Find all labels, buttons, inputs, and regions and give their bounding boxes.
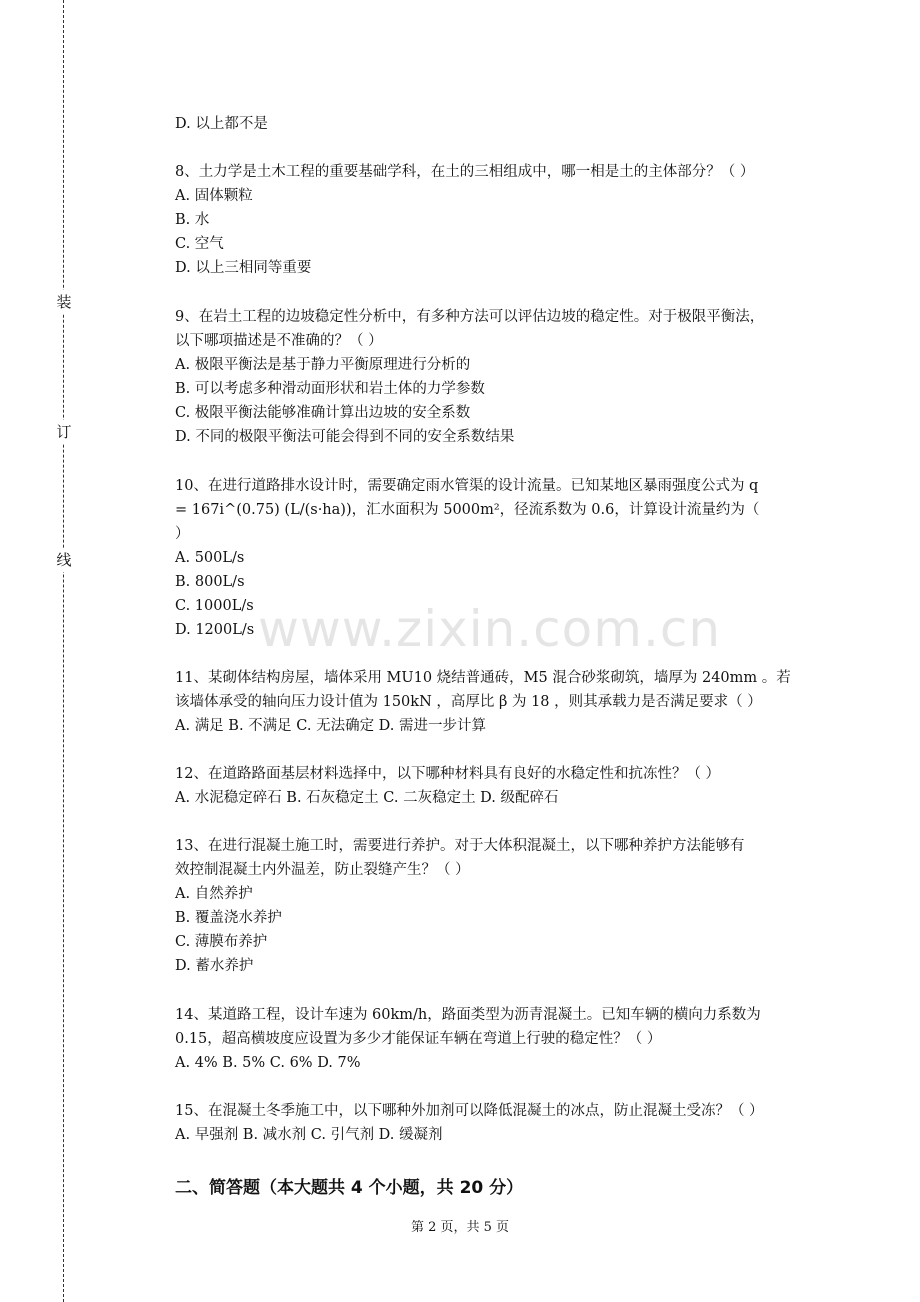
q11-stem-line1: 11、某砌体结构房屋，墙体采用 MU10 烧结普通砖，M5 混合砂浆砌筑，墙厚为 240mm 。若 — [175, 670, 791, 686]
q8-option-c: C. 空气 — [175, 236, 224, 252]
q9-option-b: B. 可以考虑多种滑动面形状和岩土体的力学参数 — [175, 381, 485, 397]
binding-char-xian: 线 — [52, 548, 76, 572]
q7-option-d: D. 以上都不是 — [175, 116, 268, 132]
binding-char-ding: 订 — [52, 420, 76, 444]
q13-option-d: D. 蓄水养护 — [175, 958, 254, 974]
q13-stem-line2: 效控制混凝土内外温差，防止裂缝产生？（ ） — [175, 862, 470, 878]
q15-options: A. 早强剂 B. 减水剂 C. 引气剂 D. 缓凝剂 — [175, 1127, 443, 1143]
q11-options: A. 满足 B. 不满足 C. 无法确定 D. 需进一步计算 — [175, 718, 487, 734]
q8-option-b: B. 水 — [175, 212, 210, 228]
q13-stem-line1: 13、在进行混凝土施工时，需要进行养护。对于大体积混凝土，以下哪种养护方法能够有 — [175, 838, 745, 854]
q14-options: A. 4% B. 5% C. 6% D. 7% — [175, 1055, 361, 1071]
binding-char-zhuang: 装 — [52, 290, 76, 314]
q13-option-a: A. 自然养护 — [175, 886, 253, 902]
q9-option-a: A. 极限平衡法是基于静力平衡原理进行分析的 — [175, 357, 471, 373]
q10-option-c: C. 1000L/s — [175, 598, 254, 614]
q12-stem: 12、在道路路面基层材料选择中，以下哪种材料具有良好的水稳定性和抗冻性？（ ） — [175, 766, 721, 782]
q13-option-c: C. 薄膜布养护 — [175, 934, 268, 950]
q9-stem-line2: 以下哪项描述是不准确的？（ ） — [175, 333, 383, 349]
q10-stem-line3: ） — [175, 526, 190, 542]
watermark: www.zixin.com.cn — [258, 600, 722, 658]
q8-option-a: A. 固体颗粒 — [175, 188, 253, 204]
q10-stem-line1: 10、在进行道路排水设计时，需要确定雨水管渠的设计流量。已知某地区暴雨强度公式为 q — [175, 478, 759, 494]
q10-stem-line2: = 167i^(0.75) (L/(s·ha))，汇水面积为 5000m²，径流系数为 0.6，计算设计流量约为（ — [175, 502, 760, 518]
q10-option-b: B. 800L/s — [175, 574, 245, 590]
q13-option-b: B. 覆盖浇水养护 — [175, 910, 282, 926]
q9-stem-line1: 9、在岩土工程的边坡稳定性分析中，有多种方法可以评估边坡的稳定性。对于极限平衡法， — [175, 309, 765, 325]
q9-option-d: D. 不同的极限平衡法可能会得到不同的安全系数结果 — [175, 429, 515, 445]
q14-stem-line1: 14、某道路工程，设计车速为 60km/h，路面类型为沥青混凝土。已知车辆的横向力系数为 — [175, 1007, 761, 1023]
q10-option-a: A. 500L/s — [175, 550, 245, 566]
section-heading: 二、简答题（本大题共 4 个小题，共 20 分） — [175, 1178, 524, 1198]
q8-stem: 8、土力学是土木工程的重要基础学科，在土的三相组成中，哪一相是土的主体部分？（ ） — [175, 164, 755, 180]
q9-option-c: C. 极限平衡法能够准确计算出边坡的安全系数 — [175, 405, 471, 421]
q12-options: A. 水泥稳定碎石 B. 石灰稳定土 C. 二灰稳定土 D. 级配碎石 — [175, 790, 559, 806]
q14-stem-line2: 0.15，超高横坡度应设置为多少才能保证车辆在弯道上行驶的稳定性？（ ） — [175, 1031, 662, 1047]
q8-option-d: D. 以上三相同等重要 — [175, 260, 312, 276]
q15-stem: 15、在混凝土冬季施工中，以下哪种外加剂可以降低混凝土的冰点，防止混凝土受冻？（ ） — [175, 1103, 764, 1119]
q10-option-d: D. 1200L/s — [175, 622, 255, 638]
page-footer: 第 2 页，共 5 页 — [410, 1220, 510, 1235]
q11-stem-line2: 该墙体承受的轴向压力设计值为 150kN ，高厚比 β 为 18 ，则其承载力是否满足要求（ ） — [175, 694, 762, 710]
binding-dashed-line — [63, 0, 64, 1302]
